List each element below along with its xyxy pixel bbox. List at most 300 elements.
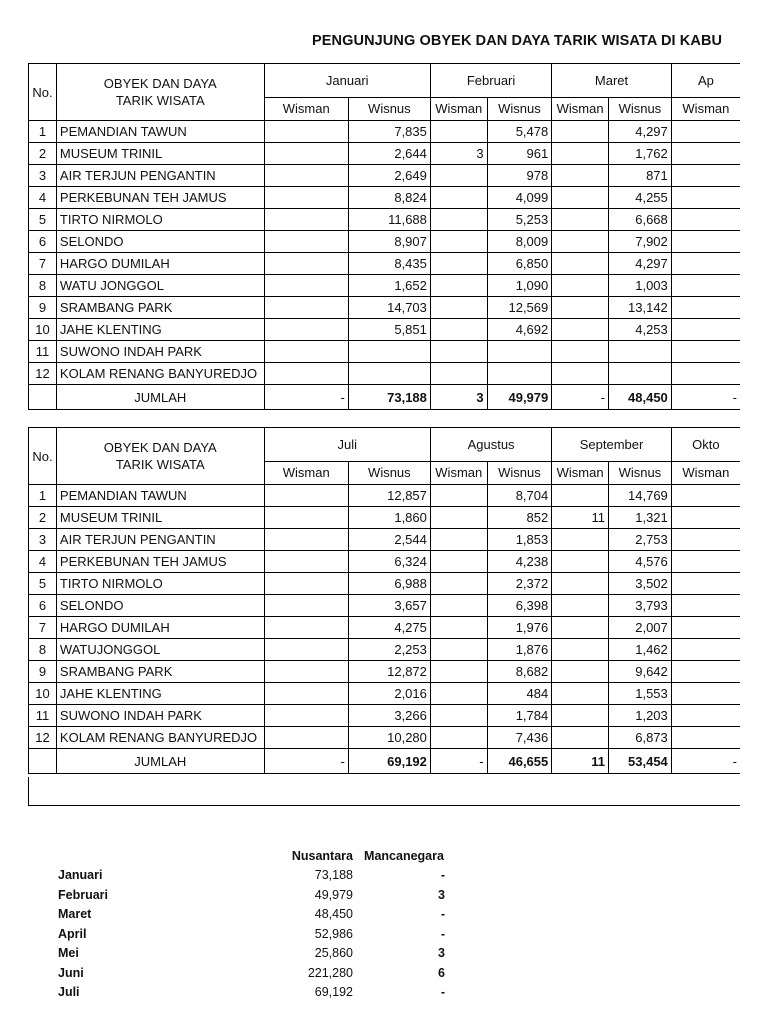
table-row — [29, 121, 741, 143]
table-row — [29, 297, 741, 319]
data-cell — [671, 165, 740, 187]
summary-header-blank — [58, 846, 268, 866]
row-number: 4 — [29, 551, 57, 573]
object-name: KOLAM RENANG BANYUREDJO — [56, 727, 264, 749]
data-cell: 8,009 — [487, 231, 552, 253]
object-name: AIR TERJUN PENGANTIN — [56, 165, 264, 187]
table-row — [29, 165, 741, 187]
data-cell — [552, 297, 609, 319]
data-cell — [487, 341, 552, 363]
row-number: 2 — [29, 507, 57, 529]
header-month: Februari — [430, 64, 551, 98]
table-row — [29, 529, 741, 551]
data-cell: 9,642 — [608, 661, 671, 683]
summary-mancanegara: - — [440, 985, 445, 1000]
data-cell — [264, 551, 348, 573]
data-cell: 2,649 — [348, 165, 430, 187]
data-cell — [552, 551, 609, 573]
table-row — [29, 727, 741, 749]
data-cell — [430, 187, 487, 209]
data-cell — [552, 165, 609, 187]
header-month: Okto — [671, 428, 740, 462]
data-cell: 1,462 — [608, 639, 671, 661]
data-cell — [671, 187, 740, 209]
data-cell: 1,876 — [487, 639, 552, 661]
data-cell — [552, 121, 609, 143]
object-name: SRAMBANG PARK — [56, 297, 264, 319]
data-cell — [671, 595, 740, 617]
total-row-empty — [29, 385, 57, 410]
summary-row — [58, 866, 445, 886]
object-name: SELONDO — [56, 231, 264, 253]
header-no: No. — [29, 64, 57, 121]
object-name: SUWONO INDAH PARK — [56, 341, 264, 363]
subheader-wisman: Wisman — [264, 98, 348, 121]
data-cell: 3,793 — [608, 595, 671, 617]
total-cell: 69,192 — [348, 749, 430, 774]
table-row — [29, 341, 741, 363]
table-row — [29, 551, 741, 573]
summary-month: April — [58, 926, 87, 941]
data-cell — [264, 617, 348, 639]
data-cell — [552, 143, 609, 165]
data-cell: 1,784 — [487, 705, 552, 727]
data-cell — [264, 209, 348, 231]
summary-mancanegara: 3 — [438, 946, 445, 961]
subheader-wisman: Wisman — [430, 462, 487, 485]
data-cell: 1,652 — [348, 275, 430, 297]
object-name: PERKEBUNAN TEH JAMUS — [56, 187, 264, 209]
summary-nusantara: 69,192 — [314, 985, 353, 1000]
data-cell: 8,824 — [348, 187, 430, 209]
data-cell — [264, 275, 348, 297]
data-cell — [430, 165, 487, 187]
data-cell — [552, 639, 609, 661]
total-cell: - — [671, 385, 740, 410]
data-cell — [552, 595, 609, 617]
data-cell — [430, 319, 487, 341]
row-number: 9 — [29, 297, 57, 319]
table-row — [29, 319, 741, 341]
table-row — [29, 485, 741, 507]
data-cell — [671, 529, 740, 551]
data-cell: 1,853 — [487, 529, 552, 551]
data-cell — [671, 297, 740, 319]
table-row — [29, 209, 741, 231]
data-cell — [552, 209, 609, 231]
row-number: 11 — [29, 705, 57, 727]
object-name: JAHE KLENTING — [56, 683, 264, 705]
total-cell: 73,188 — [348, 385, 430, 410]
summary-mancanegara: 3 — [438, 887, 445, 902]
data-cell — [430, 253, 487, 275]
table-row — [29, 253, 741, 275]
object-name: JAHE KLENTING — [56, 319, 264, 341]
object-name: PEMANDIAN TAWUN — [56, 485, 264, 507]
data-cell: 2,253 — [348, 639, 430, 661]
data-cell: 12,872 — [348, 661, 430, 683]
data-cell — [608, 363, 671, 385]
row-number: 10 — [29, 319, 57, 341]
data-cell: 2,644 — [348, 143, 430, 165]
data-cell: 1,203 — [608, 705, 671, 727]
header-month: Maret — [552, 64, 672, 98]
summary-nusantara: 49,979 — [314, 887, 353, 902]
data-cell — [264, 165, 348, 187]
table-row — [29, 573, 741, 595]
table-row — [29, 595, 741, 617]
data-cell — [430, 705, 487, 727]
data-cell — [264, 363, 348, 385]
data-cell — [348, 341, 430, 363]
summary-nusantara: 48,450 — [314, 907, 353, 922]
data-cell: 1,003 — [608, 275, 671, 297]
row-number: 12 — [29, 727, 57, 749]
data-cell — [264, 661, 348, 683]
object-name: MUSEUM TRINIL — [56, 143, 264, 165]
data-cell — [552, 275, 609, 297]
header-obyek-line1: OBYEK DAN DAYA — [103, 76, 217, 91]
data-cell — [264, 121, 348, 143]
data-cell — [552, 187, 609, 209]
header-month: Ap — [671, 64, 740, 98]
summary-header-mancanegara: Mancanegara — [364, 848, 444, 863]
data-cell — [430, 121, 487, 143]
row-number: 10 — [29, 683, 57, 705]
table-row — [29, 275, 741, 297]
data-cell: 961 — [487, 143, 552, 165]
subheader-wisnus: Wisnus — [487, 98, 552, 121]
visitor-table-1 — [28, 63, 740, 410]
data-cell: 2,372 — [487, 573, 552, 595]
data-cell — [430, 297, 487, 319]
row-number: 8 — [29, 275, 57, 297]
data-cell — [264, 297, 348, 319]
total-cell: 11 — [552, 749, 609, 774]
data-cell — [430, 617, 487, 639]
table-row — [29, 363, 741, 385]
data-cell — [671, 319, 740, 341]
data-cell — [671, 363, 740, 385]
data-cell — [348, 363, 430, 385]
data-cell — [671, 143, 740, 165]
data-cell: 4,576 — [608, 551, 671, 573]
data-cell: 2,007 — [608, 617, 671, 639]
data-cell — [264, 727, 348, 749]
total-cell: 53,454 — [608, 749, 671, 774]
table-row — [29, 187, 741, 209]
object-name: SRAMBANG PARK — [56, 661, 264, 683]
subheader-wisman: Wisman — [430, 98, 487, 121]
data-cell — [264, 319, 348, 341]
data-cell: 5,851 — [348, 319, 430, 341]
data-cell — [608, 341, 671, 363]
header-obyek-line2: TARIK WISATA — [115, 93, 205, 108]
total-label: JUMLAH — [56, 749, 264, 774]
object-name: WATUJONGGOL — [56, 639, 264, 661]
summary-month: Januari — [58, 868, 103, 883]
total-label: JUMLAH — [56, 385, 264, 410]
header-obyek — [56, 64, 264, 121]
subheader-wisman: Wisman — [671, 98, 740, 121]
data-cell: 6,398 — [487, 595, 552, 617]
row-number: 2 — [29, 143, 57, 165]
data-cell — [671, 507, 740, 529]
summary-mancanegara: 6 — [438, 965, 445, 980]
object-name: HARGO DUMILAH — [56, 617, 264, 639]
data-cell: 6,668 — [608, 209, 671, 231]
header-obyek-line2: TARIK WISATA — [115, 457, 205, 472]
object-name: SELONDO — [56, 595, 264, 617]
data-cell — [671, 661, 740, 683]
data-cell — [552, 683, 609, 705]
summary-month: Februari — [58, 887, 109, 902]
row-number: 3 — [29, 165, 57, 187]
row-number: 7 — [29, 617, 57, 639]
data-cell: 6,324 — [348, 551, 430, 573]
row-number: 5 — [29, 209, 57, 231]
data-cell: 5,253 — [487, 209, 552, 231]
data-cell — [430, 639, 487, 661]
data-cell: 8,907 — [348, 231, 430, 253]
object-name: KOLAM RENANG BANYUREDJO — [56, 363, 264, 385]
summary-nusantara: 73,188 — [314, 868, 353, 883]
object-name: MUSEUM TRINIL — [56, 507, 264, 529]
header-obyek — [56, 428, 264, 485]
object-name: WATU JONGGOL — [56, 275, 264, 297]
data-cell — [430, 529, 487, 551]
object-name: HARGO DUMILAH — [56, 253, 264, 275]
data-cell: 10,280 — [348, 727, 430, 749]
data-cell: 6,850 — [487, 253, 552, 275]
data-cell: 6,988 — [348, 573, 430, 595]
summary-mancanegara: - — [440, 907, 445, 922]
table-row — [29, 683, 741, 705]
header-month: Januari — [264, 64, 430, 98]
table-row — [29, 507, 741, 529]
data-cell — [430, 683, 487, 705]
data-cell — [264, 187, 348, 209]
table-row — [29, 705, 741, 727]
data-cell: 7,902 — [608, 231, 671, 253]
data-cell — [430, 231, 487, 253]
data-cell: 8,435 — [348, 253, 430, 275]
table-row — [29, 639, 741, 661]
subheader-wisman: Wisman — [264, 462, 348, 485]
total-cell: 48,450 — [608, 385, 671, 410]
data-cell — [671, 485, 740, 507]
data-cell — [430, 485, 487, 507]
summary-row — [58, 885, 445, 905]
header-month: Agustus — [430, 428, 551, 462]
object-name: SUWONO INDAH PARK — [56, 705, 264, 727]
data-cell — [264, 595, 348, 617]
visitor-table-2 — [28, 427, 740, 774]
object-name: AIR TERJUN PENGANTIN — [56, 529, 264, 551]
data-cell — [552, 485, 609, 507]
data-cell — [264, 683, 348, 705]
row-number: 1 — [29, 485, 57, 507]
table-row — [29, 661, 741, 683]
summary-row — [58, 924, 445, 944]
total-row-empty — [29, 749, 57, 774]
data-cell: 1,762 — [608, 143, 671, 165]
summary-table — [58, 846, 445, 1002]
data-cell — [264, 143, 348, 165]
data-cell: 4,238 — [487, 551, 552, 573]
header-obyek-line1: OBYEK DAN DAYA — [103, 440, 217, 455]
row-number: 6 — [29, 595, 57, 617]
data-cell — [430, 363, 487, 385]
data-cell: 11,688 — [348, 209, 430, 231]
data-cell: 3,502 — [608, 573, 671, 595]
total-cell: - — [264, 385, 348, 410]
total-cell: 49,979 — [487, 385, 552, 410]
data-cell — [671, 275, 740, 297]
object-name: TIRTO NIRMOLO — [56, 209, 264, 231]
data-cell — [264, 253, 348, 275]
data-cell: 484 — [487, 683, 552, 705]
total-cell: - — [264, 749, 348, 774]
subheader-wisman: Wisman — [671, 462, 740, 485]
summary-mancanegara: - — [440, 926, 445, 941]
data-cell — [671, 551, 740, 573]
table-row — [29, 617, 741, 639]
data-cell: 13,142 — [608, 297, 671, 319]
data-cell: 1,553 — [608, 683, 671, 705]
total-cell: - — [552, 385, 609, 410]
data-cell — [264, 529, 348, 551]
data-cell: 3 — [430, 143, 487, 165]
data-cell — [552, 617, 609, 639]
row-number: 11 — [29, 341, 57, 363]
data-cell — [552, 705, 609, 727]
subheader-wisman: Wisman — [552, 98, 609, 121]
data-cell — [552, 319, 609, 341]
data-cell — [552, 363, 609, 385]
data-cell — [671, 727, 740, 749]
data-cell — [552, 529, 609, 551]
object-name: TIRTO NIRMOLO — [56, 573, 264, 595]
data-cell — [264, 231, 348, 253]
data-cell — [264, 639, 348, 661]
data-cell — [430, 209, 487, 231]
object-name: PEMANDIAN TAWUN — [56, 121, 264, 143]
data-cell: 4,275 — [348, 617, 430, 639]
data-cell — [552, 341, 609, 363]
data-cell — [430, 551, 487, 573]
summary-header-nusantara: Nusantara — [291, 848, 353, 863]
summary-month: Juni — [58, 965, 84, 980]
data-cell: 2,016 — [348, 683, 430, 705]
monthly-summary — [58, 846, 445, 1002]
data-cell — [552, 231, 609, 253]
data-cell: 4,297 — [608, 121, 671, 143]
data-cell — [264, 705, 348, 727]
data-cell — [264, 485, 348, 507]
data-cell — [430, 727, 487, 749]
data-cell: 4,692 — [487, 319, 552, 341]
summary-row — [58, 963, 445, 983]
summary-month: Juli — [58, 985, 80, 1000]
data-cell: 14,703 — [348, 297, 430, 319]
row-number: 7 — [29, 253, 57, 275]
data-cell: 4,099 — [487, 187, 552, 209]
summary-row — [58, 944, 445, 964]
data-cell — [430, 507, 487, 529]
data-cell: 4,253 — [608, 319, 671, 341]
data-cell — [552, 573, 609, 595]
data-cell — [552, 727, 609, 749]
data-cell: 871 — [608, 165, 671, 187]
data-cell — [671, 121, 740, 143]
data-cell: 2,753 — [608, 529, 671, 551]
total-cell: - — [430, 749, 487, 774]
header-month: September — [552, 428, 672, 462]
data-cell: 1,976 — [487, 617, 552, 639]
subheader-wisnus: Wisnus — [608, 98, 671, 121]
row-number: 6 — [29, 231, 57, 253]
row-number: 8 — [29, 639, 57, 661]
data-cell — [671, 683, 740, 705]
row-number: 4 — [29, 187, 57, 209]
data-cell: 12,857 — [348, 485, 430, 507]
data-cell: 5,478 — [487, 121, 552, 143]
document-title: PENGUNJUNG OBYEK DAN DAYA TARIK WISATA DI KABU — [312, 33, 723, 49]
data-cell — [264, 341, 348, 363]
data-cell — [430, 275, 487, 297]
data-cell — [671, 573, 740, 595]
subheader-wisnus: Wisnus — [608, 462, 671, 485]
table-row — [29, 231, 741, 253]
data-cell — [671, 705, 740, 727]
data-cell — [671, 341, 740, 363]
data-cell — [552, 253, 609, 275]
summary-row — [58, 983, 445, 1003]
row-number: 5 — [29, 573, 57, 595]
data-cell — [264, 507, 348, 529]
data-cell: 1,321 — [608, 507, 671, 529]
summary-mancanegara: - — [440, 868, 445, 883]
data-cell: 3,657 — [348, 595, 430, 617]
row-number: 3 — [29, 529, 57, 551]
subheader-wisnus: Wisnus — [487, 462, 552, 485]
data-cell — [671, 253, 740, 275]
data-cell: 4,297 — [608, 253, 671, 275]
data-cell — [671, 231, 740, 253]
summary-nusantara: 52,986 — [314, 926, 353, 941]
data-cell: 3,266 — [348, 705, 430, 727]
data-cell — [430, 341, 487, 363]
data-cell: 7,436 — [487, 727, 552, 749]
row-number: 12 — [29, 363, 57, 385]
data-cell: 852 — [487, 507, 552, 529]
subheader-wisnus: Wisnus — [348, 98, 430, 121]
row-number: 9 — [29, 661, 57, 683]
summary-nusantara: 25,860 — [314, 946, 353, 961]
data-cell: 8,682 — [487, 661, 552, 683]
subheader-wisman: Wisman — [552, 462, 609, 485]
header-no: No. — [29, 428, 57, 485]
data-cell — [671, 209, 740, 231]
summary-nusantara: 221,280 — [307, 965, 353, 980]
summary-month: Maret — [58, 907, 92, 922]
data-cell: 2,544 — [348, 529, 430, 551]
total-cell: - — [671, 749, 740, 774]
row-number: 1 — [29, 121, 57, 143]
data-cell: 8,704 — [487, 485, 552, 507]
total-cell: 3 — [430, 385, 487, 410]
